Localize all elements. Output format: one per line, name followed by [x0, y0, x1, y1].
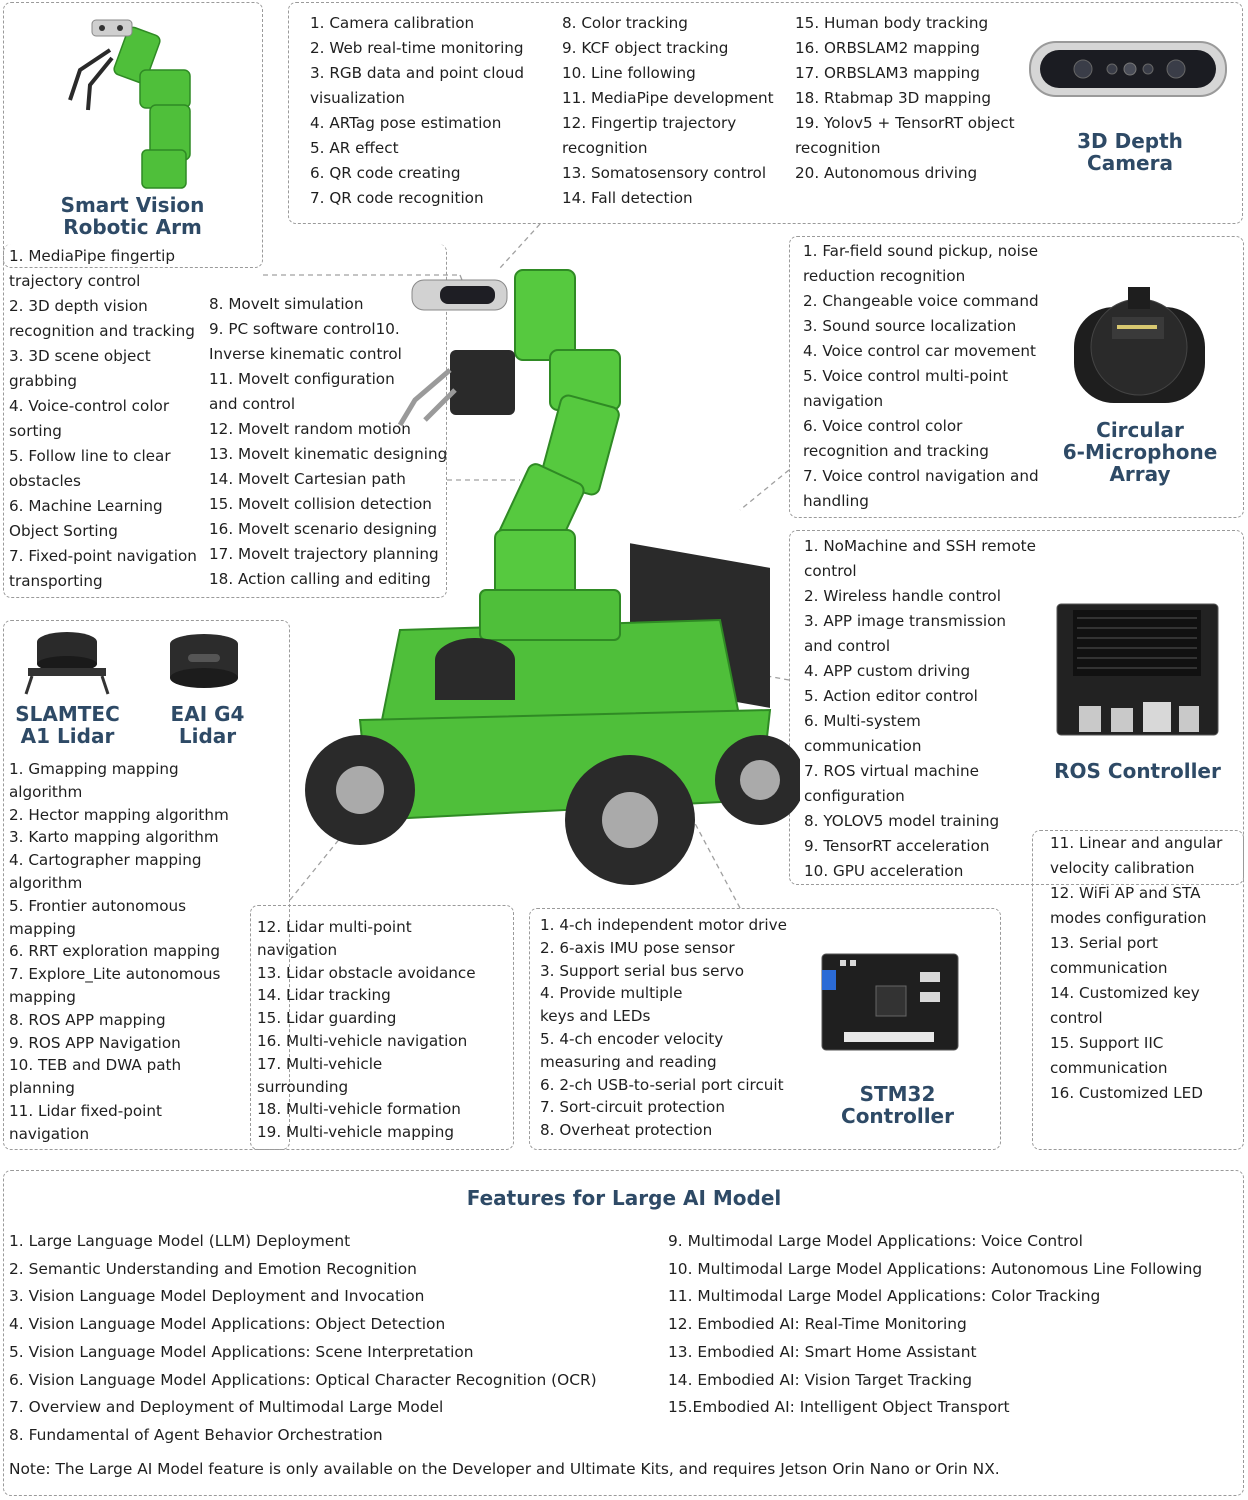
list-item: 10. Multimodal Large Model Applications: Autonomous Line Following: [668, 1259, 1203, 1278]
list-item: 1. Far-field sound pickup, noise: [803, 242, 1039, 260]
list-item: 7. Explore_Lite autonomous: [9, 965, 221, 984]
slamtec-lidar-image: [22, 628, 112, 696]
list-item: recognition: [795, 139, 881, 157]
ai-feature-list-right: [668, 1228, 1202, 1422]
list-item: 5. 4-ch encoder velocity: [540, 1029, 724, 1048]
list-item: 7. Fixed-point navigation: [9, 547, 197, 565]
list-item: 3. Sound source localization: [803, 317, 1017, 335]
list-item: 5. Vision Language Model Applications: Scene Interpretation: [9, 1342, 474, 1361]
list-item: 3. RGB data and point cloud: [310, 64, 525, 82]
list-item: 6. RRT exploration mapping: [9, 942, 220, 961]
camera-list-col3: [795, 11, 1015, 186]
ros-feature-list: [804, 534, 1036, 884]
list-item: 14. Embodied AI: Vision Target Tracking: [668, 1370, 972, 1389]
list-item: 7. Overview and Deployment of Multimodal Large Model: [9, 1398, 444, 1417]
mic-feature-list: [803, 239, 1039, 514]
list-item: transporting: [9, 572, 103, 590]
lidar-feature-list: [9, 758, 229, 1146]
list-item: 19. Yolov5 + TensorRT object: [795, 114, 1015, 132]
stm32-board-image: [820, 952, 960, 1052]
list-item: 1. MediaPipe fingertip: [9, 247, 176, 265]
list-item: 4. Provide multiple: [540, 984, 683, 1003]
list-item: 19. Multi-vehicle mapping: [257, 1123, 454, 1142]
list-item: 11. Lidar fixed-point: [9, 1101, 162, 1120]
list-item: navigation: [257, 940, 338, 959]
list-item: keys and LEDs: [540, 1007, 651, 1026]
list-item: 10. GPU acceleration: [804, 862, 964, 880]
list-item: navigation: [9, 1124, 90, 1143]
list-item: 15.Embodied AI: Intelligent Object Transport: [668, 1398, 1010, 1417]
ros-controller-image: [1055, 602, 1220, 737]
list-item: 12. Lidar multi-point: [257, 918, 412, 936]
depth-camera-image: [1028, 40, 1228, 98]
list-item: 16. Multi-vehicle navigation: [257, 1031, 468, 1050]
list-item: 9. TensorRT acceleration: [804, 837, 990, 855]
arm-feature-list: [9, 244, 197, 594]
list-item: 5. Action editor control: [804, 687, 978, 705]
list-item: 2. Web real-time monitoring: [310, 39, 524, 57]
robotic-arm-image: [50, 10, 220, 195]
list-item: 8. YOLOV5 model training: [804, 812, 1000, 830]
list-item: 15. MoveIt collision detection: [209, 495, 432, 513]
camera-list-col1: [310, 11, 524, 211]
list-item: 6. Vision Language Model Applications: Optical Character Recognition (OCR): [9, 1370, 597, 1389]
list-item: 4. ARTag pose estimation: [310, 114, 502, 132]
list-item: velocity calibration: [1050, 859, 1195, 877]
list-item: 12. Fingertip trajectory: [562, 114, 737, 132]
list-item: 3. Vision Language Model Deployment and Invocation: [9, 1287, 425, 1306]
list-item: 6. Multi-system: [804, 712, 921, 730]
list-item: sorting: [9, 422, 62, 440]
list-item: 18. Multi-vehicle formation: [257, 1100, 461, 1119]
list-item: 1. Large Language Model (LLM) Deployment: [9, 1232, 351, 1250]
list-item: modes configuration: [1050, 909, 1207, 927]
camera-list-col2: [562, 11, 774, 211]
slamtec-title: SLAMTEC A1 Lidar: [15, 702, 120, 748]
list-item: measuring and reading: [540, 1052, 717, 1071]
list-item: grabbing: [9, 372, 77, 390]
list-item: 4. Cartographer mapping: [9, 851, 202, 870]
list-item: surrounding: [257, 1077, 349, 1096]
camera-title: 3D Depth Camera: [1077, 129, 1183, 175]
eai-title: EAI G4 Lidar: [170, 702, 245, 748]
list-item: 11. MoveIt configuration: [209, 370, 395, 388]
list-item: 13. MoveIt kinematic designing: [209, 445, 448, 463]
list-item: 17. MoveIt trajectory planning: [209, 545, 439, 563]
list-item: obstacles: [9, 472, 81, 490]
list-item: 1. NoMachine and SSH remote: [804, 537, 1036, 555]
list-item: 4. Vision Language Model Applications: Object Detection: [9, 1315, 446, 1334]
list-item: recognition: [562, 139, 648, 157]
list-item: 13. Somatosensory control: [562, 164, 767, 182]
list-item: 8. MoveIt simulation: [209, 295, 364, 313]
list-item: Inverse kinematic control: [209, 345, 402, 363]
list-item: navigation: [803, 392, 884, 410]
list-item: 2. 6-axis IMU pose sensor: [540, 938, 735, 957]
list-item: 18. Action calling and editing: [209, 570, 431, 588]
list-item: 1. Camera calibration: [310, 14, 475, 32]
list-item: 15. Human body tracking: [795, 14, 989, 32]
arm-title: Smart Vision Robotic Arm: [60, 193, 205, 239]
list-item: 16. ORBSLAM2 mapping: [795, 39, 980, 57]
list-item: 12. WiFi AP and STA: [1050, 884, 1201, 902]
list-item: mapping: [9, 919, 76, 938]
list-item: recognition and tracking: [803, 442, 989, 460]
list-item: 8. ROS APP mapping: [9, 1010, 166, 1029]
list-item: 7. Sort-circuit protection: [540, 1098, 725, 1117]
lidar-multi-list: [257, 916, 476, 1144]
ai-note: Note: The Large AI Model feature is only available on the Developer and Ultimate Kits, and requires Jetson Orin Nano or Orin NX.: [9, 1460, 1000, 1478]
list-item: Object Sorting: [9, 522, 118, 540]
robot-car-image: [300, 260, 800, 900]
microphone-array-image: [1072, 285, 1207, 405]
list-item: 12. Embodied AI: Real-Time Monitoring: [668, 1315, 967, 1334]
list-item: 8. Color tracking: [562, 14, 688, 32]
list-item: 14. Fall detection: [562, 189, 693, 207]
list-item: control: [1050, 1009, 1103, 1027]
list-item: 3. Support serial bus servo: [540, 961, 745, 980]
list-item: reduction recognition: [803, 267, 966, 285]
list-item: 17. Multi-vehicle: [257, 1054, 383, 1073]
list-item: 5. AR effect: [310, 139, 399, 157]
list-item: 15. Support IIC: [1050, 1034, 1164, 1052]
eai-lidar-image: [158, 632, 250, 692]
list-item: 6. Voice control color: [803, 417, 963, 435]
list-item: communication: [804, 737, 922, 755]
list-item: visualization: [310, 89, 405, 107]
ai-title: Features for Large AI Model: [466, 1186, 782, 1210]
stm-title: STM32 Controller: [841, 1082, 954, 1128]
list-item: recognition and tracking: [9, 322, 195, 340]
list-item: 3. 3D scene object: [9, 347, 151, 365]
list-item: 1. Gmapping mapping: [9, 760, 179, 778]
list-item: 11. Multimodal Large Model Applications: Color Tracking: [668, 1287, 1101, 1306]
list-item: 14. Customized key: [1050, 984, 1200, 1002]
list-item: 2. 3D depth vision: [9, 297, 148, 315]
list-item: 6. Machine Learning: [9, 497, 163, 515]
list-item: planning: [9, 1079, 75, 1098]
list-item: 2. Changeable voice command: [803, 292, 1039, 310]
list-item: 9. ROS APP Navigation: [9, 1033, 181, 1052]
list-item: 8. Overheat protection: [540, 1121, 713, 1140]
list-item: 2. Semantic Understanding and Emotion Recognition: [9, 1259, 417, 1278]
list-item: 1. 4-ch independent motor drive: [540, 916, 787, 934]
list-item: 13. Embodied AI: Smart Home Assistant: [668, 1342, 977, 1361]
list-item: 2. Wireless handle control: [804, 587, 1001, 605]
list-item: 16. MoveIt scenario designing: [209, 520, 437, 538]
list-item: 2. Hector mapping algorithm: [9, 805, 229, 824]
list-item: 4. Voice control car movement: [803, 342, 1036, 360]
stm-feature-list: [540, 914, 787, 1142]
list-item: 6. 2-ch USB-to-serial port circuit: [540, 1075, 784, 1094]
list-item: 13. Serial port: [1050, 934, 1158, 952]
list-item: configuration: [804, 787, 905, 805]
list-item: 9. KCF object tracking: [562, 39, 729, 57]
list-item: algorithm: [9, 782, 83, 801]
list-item: 9. PC software control10.: [209, 320, 400, 338]
list-item: 3. APP image transmission: [804, 612, 1007, 630]
list-item: and control: [209, 395, 296, 413]
list-item: 5. Voice control multi-point: [803, 367, 1009, 385]
list-item: 5. Frontier autonomous: [9, 896, 187, 915]
list-item: 20. Autonomous driving: [795, 164, 978, 182]
list-item: 16. Customized LED: [1050, 1084, 1203, 1102]
list-item: 7. Voice control navigation and: [803, 467, 1039, 485]
mic-title: Circular 6-Microphone Array: [1062, 418, 1218, 486]
list-item: 11. Linear and angular: [1050, 834, 1223, 852]
list-item: 4. APP custom driving: [804, 662, 971, 680]
list-item: 11. MediaPipe development: [562, 89, 774, 107]
ai-feature-list-left: [9, 1228, 597, 1450]
ros-extra-list: [1050, 831, 1222, 1106]
list-item: trajectory control: [9, 272, 141, 290]
list-item: 17. ORBSLAM3 mapping: [795, 64, 980, 82]
list-item: 13. Lidar obstacle avoidance: [257, 963, 476, 982]
list-item: 10. Line following: [562, 64, 696, 82]
list-item: 10. TEB and DWA path: [9, 1056, 182, 1075]
list-item: 18. Rtabmap 3D mapping: [795, 89, 992, 107]
list-item: 4. Voice-control color: [9, 397, 170, 415]
list-item: 7. ROS virtual machine: [804, 762, 979, 780]
list-item: 9. Multimodal Large Model Applications: Voice Control: [668, 1232, 1083, 1250]
list-item: mapping: [9, 987, 76, 1006]
list-item: communication: [1050, 1059, 1168, 1077]
list-item: 3. Karto mapping algorithm: [9, 828, 219, 847]
list-item: handling: [803, 492, 869, 510]
list-item: 14. Lidar tracking: [257, 986, 391, 1005]
list-item: 7. QR code recognition: [310, 189, 484, 207]
list-item: 6. QR code creating: [310, 164, 461, 182]
list-item: communication: [1050, 959, 1168, 977]
list-item: and control: [804, 637, 891, 655]
list-item: 5. Follow line to clear: [9, 447, 171, 465]
list-item: algorithm: [9, 873, 83, 892]
ros-title: ROS Controller: [1054, 759, 1221, 783]
list-item: 14. MoveIt Cartesian path: [209, 470, 406, 488]
list-item: 8. Fundamental of Agent Behavior Orchestration: [9, 1425, 383, 1444]
list-item: control: [804, 562, 857, 580]
list-item: 15. Lidar guarding: [257, 1009, 397, 1028]
list-item: 12. MoveIt random motion: [209, 420, 411, 438]
